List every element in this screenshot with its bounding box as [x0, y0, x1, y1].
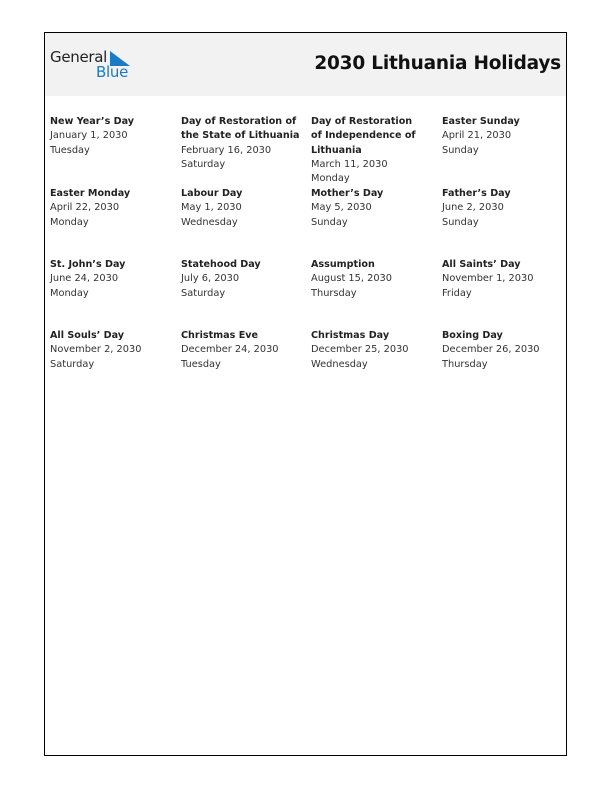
holiday-date: April 21, 2030: [442, 130, 512, 142]
logo-text-blue: Blue: [96, 63, 128, 81]
header: [45, 33, 566, 96]
holiday-entry: [50, 329, 174, 372]
holiday-entry: [181, 187, 305, 230]
holiday-name: New Year’s Day: [50, 116, 135, 127]
holiday-weekday: Thursday: [311, 287, 357, 299]
holiday-date: June 2, 2030: [442, 202, 504, 214]
holiday-entry: [442, 115, 566, 158]
holiday-name: Mother’s Day: [311, 188, 384, 199]
holiday-date: July 6, 2030: [181, 273, 240, 285]
holiday-weekday: Saturday: [50, 358, 95, 370]
holiday-weekday: Sunday: [311, 216, 348, 228]
holiday-date: March 11, 2030: [311, 158, 388, 170]
logo-text-general: General: [50, 48, 108, 66]
holiday-entry: [181, 258, 305, 301]
holiday-weekday: Thursday: [442, 358, 488, 370]
holiday-entry: [311, 329, 435, 372]
holiday-name: Father’s Day: [442, 188, 511, 199]
holiday-entry: [311, 187, 435, 230]
holiday-entry: [181, 329, 305, 372]
holiday-date: February 16, 2030: [181, 144, 272, 156]
holiday-entry: [181, 115, 305, 172]
holiday-weekday: Tuesday: [50, 144, 90, 156]
holiday-name: Christmas Day: [311, 330, 390, 341]
holiday-weekday: Friday: [442, 287, 472, 299]
holiday-entry: [50, 258, 174, 301]
holiday-entry: [442, 258, 566, 301]
holiday-date: November 1, 2030: [442, 273, 534, 285]
holiday-entry: [442, 187, 566, 230]
holiday-date: December 24, 2030: [181, 344, 279, 356]
holiday-date: August 15, 2030: [311, 273, 393, 285]
holiday-date: May 5, 2030: [311, 202, 372, 214]
holiday-entry: [311, 115, 421, 186]
page-title: 2030 Lithuania Holidays: [314, 53, 561, 74]
holiday-weekday: Wednesday: [181, 216, 238, 228]
holiday-weekday: Monday: [50, 216, 89, 228]
logo: [50, 48, 140, 82]
holiday-name: Day of Restoration of the State of Lithuania: [181, 116, 300, 142]
holiday-weekday: Monday: [50, 287, 89, 299]
holiday-date: December 25, 2030: [311, 344, 409, 356]
holiday-name: Boxing Day: [442, 330, 503, 341]
holiday-weekday: Monday: [311, 173, 350, 185]
holiday-name: Christmas Eve: [181, 330, 259, 341]
holiday-date: May 1, 2030: [181, 202, 242, 214]
holiday-entry: [50, 187, 174, 230]
holiday-date: April 22, 2030: [50, 202, 120, 214]
holiday-name: All Souls’ Day: [50, 330, 125, 341]
holiday-name: Easter Sunday: [442, 116, 520, 127]
holiday-name: Easter Monday: [50, 188, 131, 199]
holiday-date: January 1, 2030: [50, 130, 128, 142]
holiday-weekday: Wednesday: [311, 358, 368, 370]
holiday-name: Day of Restoration of Independence of Lithuania: [311, 116, 416, 156]
holiday-weekday: Sunday: [442, 216, 479, 228]
holiday-weekday: Sunday: [442, 144, 479, 156]
holiday-entry: [442, 329, 566, 372]
page-frame: [44, 32, 567, 756]
holiday-date: June 24, 2030: [50, 273, 119, 285]
holiday-weekday: Tuesday: [181, 358, 221, 370]
holiday-name: Statehood Day: [181, 259, 261, 270]
holiday-name: St. John’s Day: [50, 259, 126, 270]
holiday-name: Assumption: [311, 259, 375, 270]
holiday-weekday: Saturday: [181, 287, 226, 299]
holiday-entry: [50, 115, 174, 158]
holiday-name: Labour Day: [181, 188, 243, 199]
holiday-date: December 26, 2030: [442, 344, 540, 356]
holiday-weekday: Saturday: [181, 158, 226, 170]
holiday-entry: [311, 258, 435, 301]
holiday-date: November 2, 2030: [50, 344, 142, 356]
holiday-name: All Saints’ Day: [442, 259, 521, 270]
